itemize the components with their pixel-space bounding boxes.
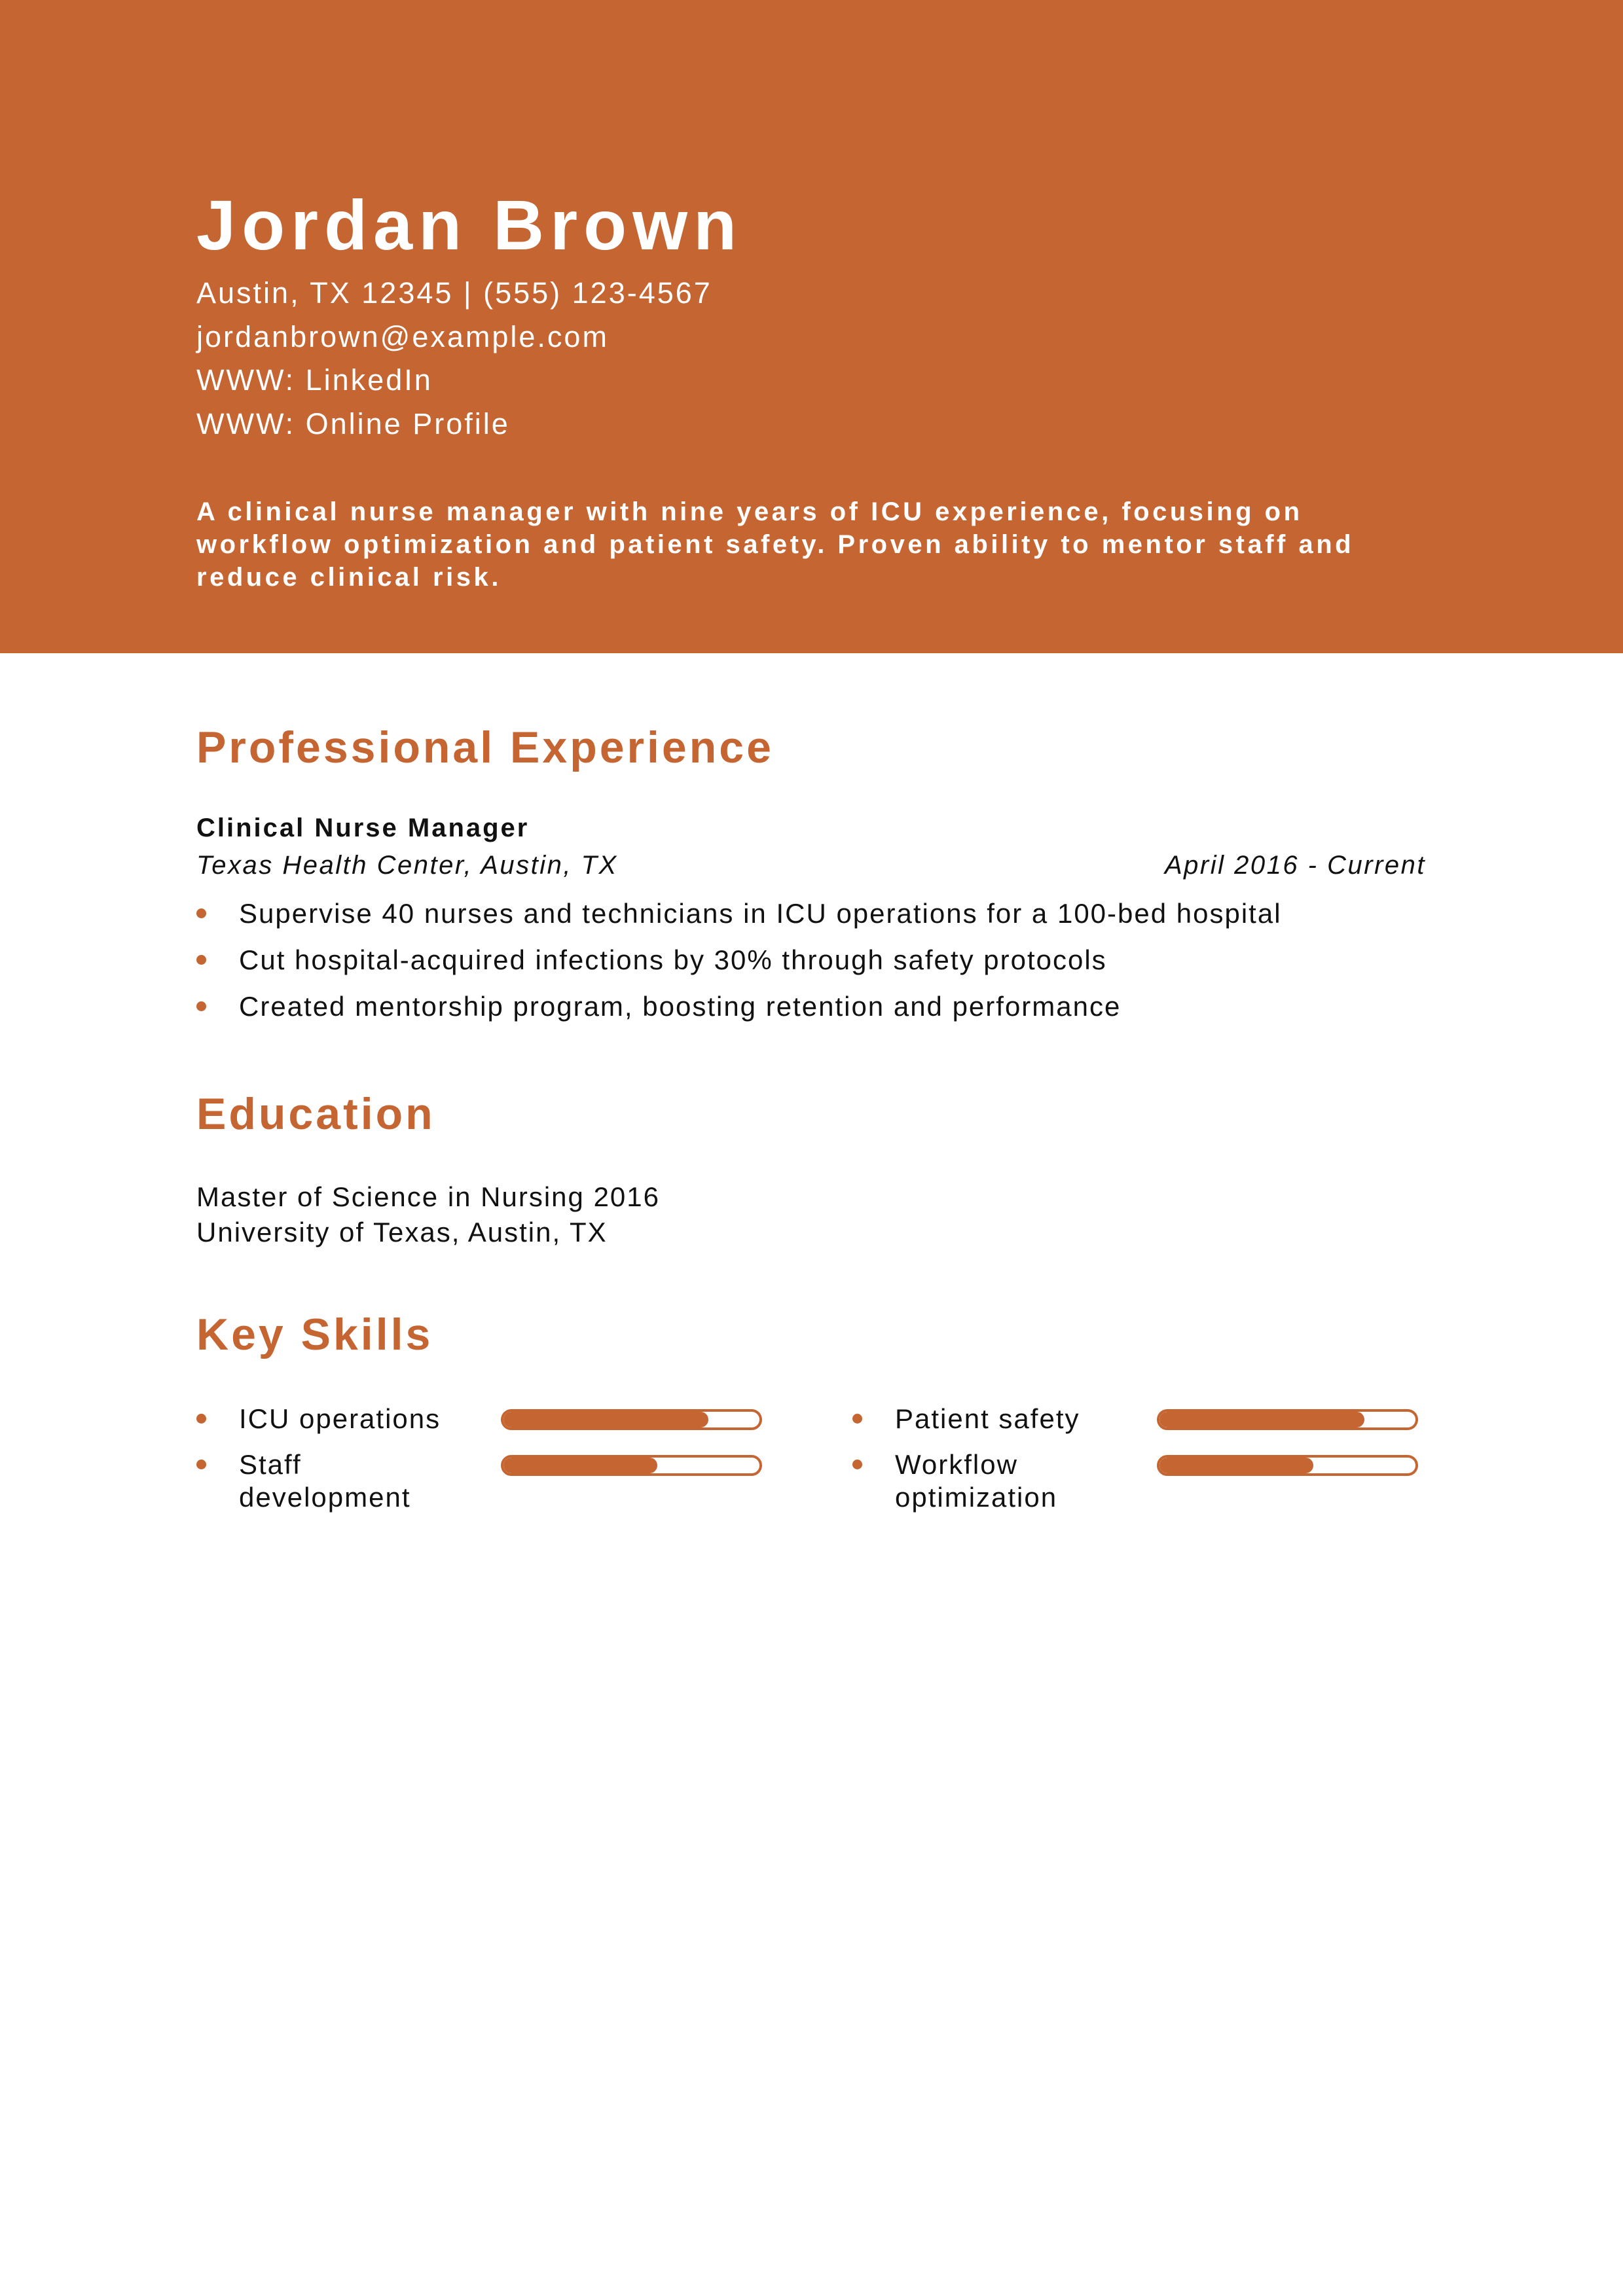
skill-level-fill xyxy=(1159,1458,1313,1473)
online-profile-link[interactable]: WWW: Online Profile xyxy=(196,407,510,440)
bullet-dot-icon xyxy=(852,1414,862,1424)
bullet-dot-icon xyxy=(196,908,206,918)
skill-level-bar xyxy=(1157,1455,1418,1476)
job-dates: April 2016 - Current xyxy=(1164,851,1426,880)
list-item xyxy=(196,993,1282,1039)
resume-header xyxy=(0,0,1623,653)
education-school: University of Texas, Austin, TX xyxy=(196,1217,608,1247)
job-company: Texas Health Center, Austin, TX xyxy=(196,851,618,880)
skill-label: Workflow optimization xyxy=(895,1449,1058,1513)
location-phone: Austin, TX 12345 | (555) 123-4567 xyxy=(196,276,712,310)
skill-level-fill xyxy=(1159,1412,1364,1427)
education-heading: Education xyxy=(196,1089,435,1139)
experience-heading: Professional Experience xyxy=(196,723,774,772)
bullet-dot-icon xyxy=(196,955,206,965)
bullet-dot-icon xyxy=(196,1001,206,1011)
bullet-dot-icon xyxy=(196,1460,206,1469)
professional-summary: A clinical nurse manager with nine years of ICU experience, focusing on workflow optimization and patient safety. Proven ability to mentor staff and reduce clinical risk. xyxy=(196,497,1355,592)
bullet-dot-icon xyxy=(852,1460,862,1469)
skill-label: Staff development xyxy=(239,1449,411,1513)
bullet-dot-icon xyxy=(196,1414,206,1424)
job-title: Clinical Nurse Manager xyxy=(196,814,530,842)
skill-level-bar xyxy=(501,1455,762,1476)
list-item xyxy=(196,946,1282,993)
skill-level-fill xyxy=(503,1412,708,1427)
skill-label: ICU operations xyxy=(239,1403,441,1434)
job-bullet-list xyxy=(196,900,1282,1039)
skills-heading: Key Skills xyxy=(196,1310,433,1359)
bullet-text: Cut hospital-acquired infections by 30% through safety protocols xyxy=(239,944,1107,975)
skill-level-fill xyxy=(503,1458,657,1473)
email-address[interactable]: jordanbrown@example.com xyxy=(196,320,609,353)
list-item xyxy=(196,900,1282,946)
skill-level-bar xyxy=(1157,1409,1418,1430)
bullet-text: Created mentorship program, boosting retention and performance xyxy=(239,991,1122,1022)
candidate-name: Jordan Brown xyxy=(196,185,743,264)
bullet-text: Supervise 40 nurses and technicians in ICU operations for a 100-bed hospital xyxy=(239,898,1282,929)
skill-level-bar xyxy=(501,1409,762,1430)
skill-label: Patient safety xyxy=(895,1403,1080,1434)
linkedin-link[interactable]: WWW: LinkedIn xyxy=(196,363,433,397)
education-degree: Master of Science in Nursing 2016 xyxy=(196,1181,660,1212)
